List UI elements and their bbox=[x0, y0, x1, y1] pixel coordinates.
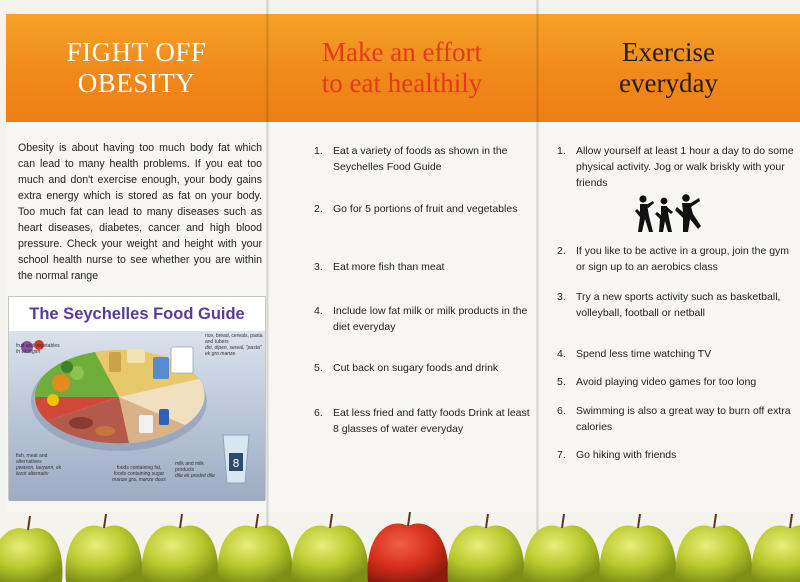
green-apple-icon bbox=[142, 514, 219, 582]
label-fat-sugar: foods containing fat, foods containing sugar manze gra, manze dous bbox=[112, 465, 166, 483]
panel2-title-line1: Make an effort bbox=[322, 37, 482, 67]
list-item: 1. Allow yourself at least 1 hour a day to do some physical activity. Jog or walk briskly with your friends bbox=[557, 145, 794, 189]
green-apple-icon bbox=[600, 514, 677, 582]
panel3-title-line2: everyday bbox=[619, 68, 718, 98]
list-item: 5. Avoid playing video games for too long bbox=[557, 376, 757, 388]
fold-line-1 bbox=[266, 0, 269, 582]
obesity-intro-text: Obesity is about having too much body fat which can lead to many health problems. If you eat too much and don't exercise enough, your body gains extra energy which is stored as fat on your body. Too much fat can lead to many diseases such as heart diseases, diabetes, cancer and high blood pressure. Check your weight and height with your school health nurse to see whether you are within the normal range bbox=[18, 142, 262, 282]
green-apple-icon bbox=[676, 514, 753, 582]
panel1-title-line2: OBESITY bbox=[77, 68, 196, 98]
list-item: 2. Go for 5 portions of fruit and vegetables bbox=[314, 203, 518, 215]
green-apple-icon bbox=[292, 514, 369, 582]
fold-line-2 bbox=[536, 0, 539, 582]
label-milk: milk and milk products dile ek prodwi dile bbox=[175, 461, 215, 479]
panel3-title bbox=[619, 37, 718, 99]
list-item: 3. Try a new sports activity such as basketball, volleyball, football or netball bbox=[557, 291, 781, 319]
red-apple-icon bbox=[368, 512, 449, 582]
list-item: 6. Eat less fried and fatty foods Drink at least 8 glasses of water everyday bbox=[314, 407, 530, 435]
green-apple-icon bbox=[218, 514, 293, 582]
panel-exercise bbox=[537, 0, 800, 582]
water-glass-icon bbox=[223, 435, 249, 483]
label-rice-bread: rice, bread, cereals, pasta and tubers diri, dipen, sereal, "pasta" ek gro manze bbox=[205, 333, 263, 357]
svg-text:8: 8 bbox=[232, 457, 240, 470]
panel3-title-line1: Exercise bbox=[622, 37, 715, 67]
panel1-header bbox=[6, 14, 267, 122]
list-item: 4. Include low fat milk or milk products in the diet everyday bbox=[314, 305, 528, 333]
panel-eat-healthily bbox=[267, 0, 537, 582]
panel2-header bbox=[267, 14, 537, 122]
list-item: 5. Cut back on sugary foods and drink bbox=[314, 362, 499, 374]
list-item: 4. Spend less time watching TV bbox=[557, 348, 712, 360]
panel1-title-line1: FIGHT OFF bbox=[66, 37, 207, 67]
exercising-people-icon bbox=[633, 192, 705, 236]
list-item: 7. Go hiking with friends bbox=[557, 449, 677, 461]
label-fish-meat: fish, meat and alternatives pwason, lavyann, ek lezot alternativ bbox=[16, 453, 62, 477]
list-item: 3. Eat more fish than meat bbox=[314, 261, 445, 273]
label-fruit-veg: fruit and vegetables fri ek legim bbox=[16, 343, 60, 355]
panel2-title bbox=[322, 37, 482, 99]
list-item: 2. If you like to be active in a group, join the gym or sign up to an aerobics class bbox=[557, 245, 790, 273]
green-apple-icon bbox=[0, 516, 63, 582]
list-item: 6. Swimming is also a great way to burn off extra calories bbox=[557, 405, 791, 433]
food-guide-image bbox=[8, 296, 266, 500]
panel2-title-line2: to eat healthily bbox=[321, 68, 483, 98]
list-item: 1. Eat a variety of foods as shown in the Seychelles Food Guide bbox=[314, 145, 508, 173]
green-apple-icon bbox=[752, 514, 800, 582]
panel3-header bbox=[537, 14, 800, 122]
green-apple-icon bbox=[524, 514, 601, 582]
food-guide-title: The Seychelles Food Guide bbox=[9, 297, 265, 331]
apples-row bbox=[0, 500, 800, 582]
green-apple-icon bbox=[448, 514, 525, 582]
panel1-title bbox=[67, 37, 207, 99]
green-apple-icon bbox=[66, 514, 143, 582]
